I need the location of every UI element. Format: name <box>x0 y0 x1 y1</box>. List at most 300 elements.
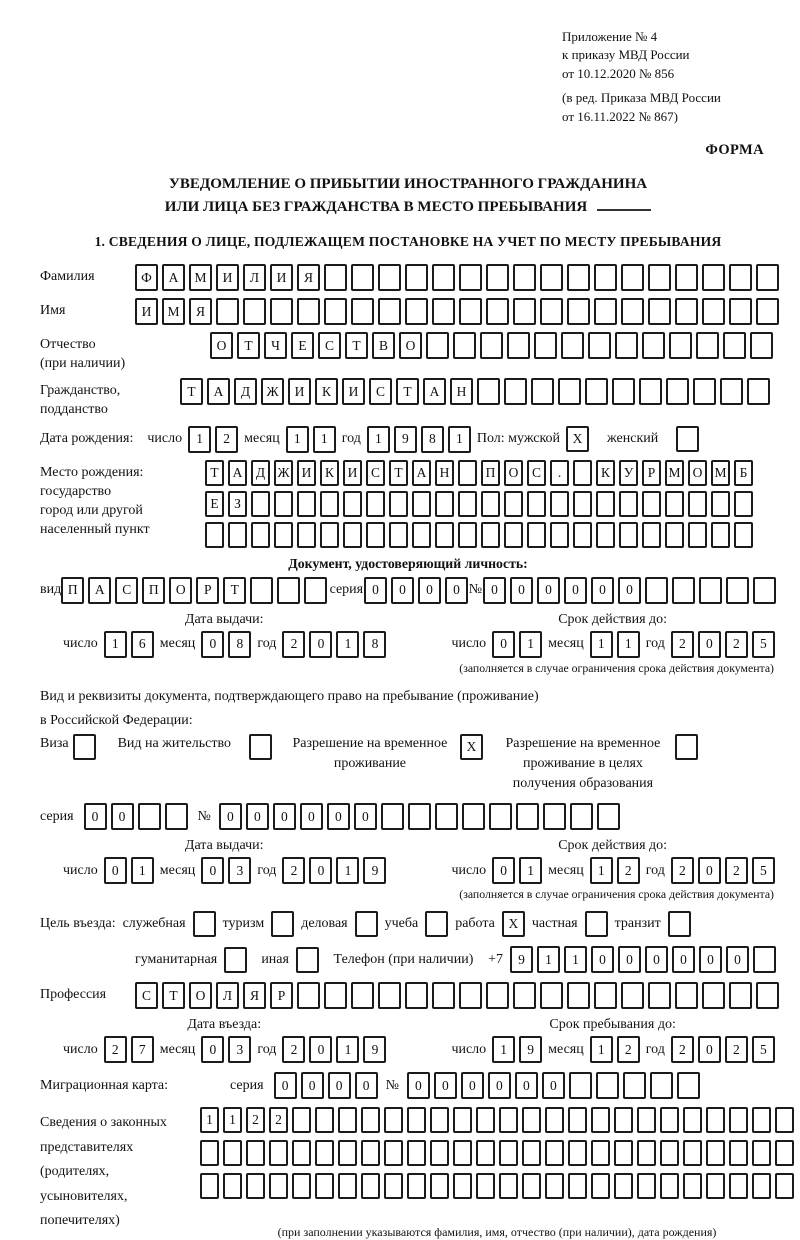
char-cell: 0 <box>645 946 668 973</box>
purpose-tranzit-checkbox <box>668 911 691 937</box>
char-cell <box>696 332 719 359</box>
char-cell <box>513 298 536 325</box>
char-cell: М <box>162 298 185 325</box>
visa-label: Виза <box>40 736 69 752</box>
char-cell <box>432 298 455 325</box>
day-label: число <box>147 431 183 447</box>
char-cell <box>675 982 698 1009</box>
char-cell <box>594 982 617 1009</box>
char-cell <box>338 1173 357 1199</box>
doc-nomer-cells <box>483 577 776 604</box>
purpose-gumanitarnaya-checkbox <box>224 947 247 973</box>
char-cell <box>481 491 500 517</box>
char-cell <box>734 491 753 517</box>
char-cell: М <box>665 460 684 486</box>
char-cell: 0 <box>309 631 332 658</box>
month-label: месяц <box>159 636 196 652</box>
char-cell <box>597 803 620 830</box>
title-blank-line <box>597 197 651 211</box>
char-cell <box>324 264 347 291</box>
char-cell: 2 <box>269 1107 288 1133</box>
char-cell <box>619 522 638 548</box>
char-cell: И <box>343 460 362 486</box>
char-cell: А <box>162 264 185 291</box>
char-cell: 1 <box>519 631 542 658</box>
char-cell: 1 <box>131 857 154 884</box>
char-cell: 8 <box>363 631 386 658</box>
char-cell: Т <box>389 460 408 486</box>
char-cell <box>729 982 752 1009</box>
char-cell <box>489 803 512 830</box>
char-cell <box>480 332 503 359</box>
char-cell <box>361 1107 380 1133</box>
entry-date-group <box>62 1017 386 1063</box>
char-cell: П <box>142 577 165 604</box>
char-cell <box>573 460 592 486</box>
char-cell: 1 <box>336 631 359 658</box>
char-cell <box>228 522 247 548</box>
citizenship-row <box>40 378 776 420</box>
phone-label: Телефон (при наличии) <box>333 951 474 967</box>
purpose-ucheba-checkbox <box>425 911 448 937</box>
char-cell: И <box>270 264 293 291</box>
char-cell: 2 <box>215 426 238 453</box>
char-cell: 0 <box>483 577 506 604</box>
char-cell <box>665 491 684 517</box>
birth-year-cells <box>367 426 471 453</box>
char-cell <box>753 577 776 604</box>
char-cell <box>315 1140 334 1166</box>
char-cell: 1 <box>223 1107 242 1133</box>
char-cell: 0 <box>418 577 441 604</box>
char-cell: 0 <box>434 1072 457 1099</box>
char-cell: 1 <box>448 426 471 453</box>
char-cell <box>711 491 730 517</box>
char-cell <box>274 491 293 517</box>
char-cell: 2 <box>617 857 640 884</box>
char-cell <box>569 1072 592 1099</box>
representatives-cells-row1 <box>200 1107 794 1133</box>
char-cell <box>499 1140 518 1166</box>
char-cell: 2 <box>246 1107 265 1133</box>
char-cell <box>693 378 716 405</box>
identity-doc-heading: Документ, удостоверяющий личность: <box>288 555 528 571</box>
day-label: число <box>451 636 487 652</box>
purpose-inaya-checkbox <box>296 947 319 973</box>
char-cell <box>405 982 428 1009</box>
char-cell <box>304 577 327 604</box>
char-cell: 1 <box>367 426 390 453</box>
char-cell <box>540 264 563 291</box>
char-cell <box>666 378 689 405</box>
char-cell <box>612 378 635 405</box>
char-cell <box>297 298 320 325</box>
entry-dates <box>40 1017 776 1063</box>
char-cell <box>775 1173 794 1199</box>
char-cell <box>292 1173 311 1199</box>
char-cell: 1 <box>617 631 640 658</box>
month-label: месяц <box>159 1041 196 1057</box>
char-cell <box>251 522 270 548</box>
char-cell <box>462 803 485 830</box>
char-cell <box>558 378 581 405</box>
char-cell <box>378 298 401 325</box>
char-cell <box>269 1140 288 1166</box>
issue-month-cells <box>201 631 251 658</box>
char-cell: 0 <box>492 857 515 884</box>
char-cell: А <box>423 378 446 405</box>
char-cell: Н <box>450 378 473 405</box>
entry-month-cells <box>201 1036 251 1063</box>
char-cell <box>435 522 454 548</box>
birth-date-label: Дата рождения: <box>40 431 134 447</box>
res-issue-month-cells <box>201 857 251 884</box>
char-cell <box>243 298 266 325</box>
char-cell <box>297 491 316 517</box>
char-cell <box>677 1072 700 1099</box>
visa-checkbox <box>73 734 96 760</box>
char-cell <box>407 1140 426 1166</box>
char-cell: 2 <box>282 631 305 658</box>
representatives-label: Сведения о законных представителях (родителях, усыновителях, попечителях) <box>40 1115 167 1229</box>
char-cell <box>477 378 500 405</box>
birth-day-cells <box>188 426 238 453</box>
char-cell <box>621 264 644 291</box>
purpose-sluzhebnaya-checkbox <box>193 911 216 937</box>
day-label: число <box>63 636 98 652</box>
char-cell <box>200 1173 219 1199</box>
valid-date-heading: Срок действия до: <box>558 838 668 854</box>
char-cell <box>615 332 638 359</box>
char-cell: О <box>210 332 233 359</box>
char-cell <box>408 803 431 830</box>
char-cell <box>459 264 482 291</box>
char-cell: 0 <box>699 946 722 973</box>
purpose-item-label: деловая <box>301 916 348 932</box>
char-cell: 9 <box>363 1036 386 1063</box>
entry-day-cells <box>104 1036 154 1063</box>
char-cell: 0 <box>301 1072 324 1099</box>
issue-date-heading: Дата выдачи: <box>184 838 264 854</box>
char-cell <box>458 522 477 548</box>
char-cell <box>513 264 536 291</box>
char-cell: Т <box>396 378 419 405</box>
char-cell <box>527 491 546 517</box>
char-cell <box>453 1107 472 1133</box>
char-cell <box>614 1140 633 1166</box>
char-cell <box>430 1140 449 1166</box>
doc-nomer-label: № <box>468 582 483 598</box>
char-cell <box>381 803 404 830</box>
char-cell: Л <box>243 264 266 291</box>
char-cell <box>591 1140 610 1166</box>
char-cell <box>200 1140 219 1166</box>
valid-date-heading: Срок действия до: <box>558 611 668 627</box>
char-cell <box>573 522 592 548</box>
char-cell <box>702 982 725 1009</box>
month-label: месяц <box>548 862 584 878</box>
char-cell <box>432 982 455 1009</box>
char-cell <box>702 298 725 325</box>
char-cell <box>660 1107 679 1133</box>
representatives-row <box>40 1107 776 1240</box>
char-cell: И <box>297 460 316 486</box>
char-cell <box>458 460 477 486</box>
gender-label: Пол: мужской <box>476 431 561 447</box>
char-cell <box>476 1140 495 1166</box>
profession-label: Профессия <box>40 987 107 1003</box>
temp-residence-checkbox: X <box>460 734 483 760</box>
char-cell <box>660 1140 679 1166</box>
char-cell: 0 <box>391 577 414 604</box>
purpose-item-label: иная <box>261 951 289 967</box>
stay-day-cells <box>492 1036 542 1063</box>
char-cell <box>430 1173 449 1199</box>
char-cell: 2 <box>671 1036 694 1063</box>
char-cell <box>522 1173 541 1199</box>
char-cell: Т <box>205 460 224 486</box>
char-cell <box>688 522 707 548</box>
purpose-item-label: туризм <box>222 916 265 932</box>
char-cell: 0 <box>407 1072 430 1099</box>
char-cell: 6 <box>131 631 154 658</box>
char-cell <box>165 803 188 830</box>
char-cell <box>567 298 590 325</box>
month-label: месяц <box>244 431 280 447</box>
surname-row <box>40 264 776 291</box>
month-label: месяц <box>159 862 196 878</box>
char-cell: С <box>366 460 385 486</box>
char-cell <box>545 1107 564 1133</box>
char-cell <box>591 1173 610 1199</box>
char-cell <box>458 491 477 517</box>
char-cell <box>752 1140 771 1166</box>
res-issue-day-cells <box>104 857 154 884</box>
char-cell <box>453 1140 472 1166</box>
char-cell: 1 <box>313 426 336 453</box>
char-cell <box>550 491 569 517</box>
char-cell <box>734 522 753 548</box>
temp-residence-edu-label: Разрешение на временное проживание в целях получения образования <box>505 736 661 791</box>
char-cell: Л <box>216 982 239 1009</box>
char-cell <box>250 577 273 604</box>
char-cell <box>274 522 293 548</box>
char-cell <box>637 1107 656 1133</box>
char-cell <box>645 577 668 604</box>
char-cell <box>343 491 362 517</box>
char-cell: 9 <box>394 426 417 453</box>
entry-date-heading: Дата въезда: <box>187 1017 262 1033</box>
char-cell: 1 <box>104 631 127 658</box>
char-cell: Р <box>270 982 293 1009</box>
char-cell: 1 <box>537 946 560 973</box>
appendix-line: Приложение № 4 <box>562 29 658 44</box>
char-cell: 0 <box>354 803 377 830</box>
char-cell <box>486 298 509 325</box>
char-cell <box>637 1140 656 1166</box>
char-cell <box>351 264 374 291</box>
char-cell <box>486 982 509 1009</box>
birth-place-label: Место рождения: государство город или другой населенный пункт <box>40 464 150 537</box>
char-cell: . <box>550 460 569 486</box>
char-cell: 0 <box>309 857 332 884</box>
char-cell: Ж <box>274 460 293 486</box>
char-cell <box>637 1173 656 1199</box>
char-cell <box>660 1173 679 1199</box>
surname-cells <box>135 264 779 291</box>
char-cell: М <box>711 460 730 486</box>
char-cell <box>642 522 661 548</box>
mc-nomer-label: № <box>385 1077 399 1093</box>
char-cell <box>775 1107 794 1133</box>
char-cell <box>585 378 608 405</box>
visit-purpose-row <box>40 911 776 937</box>
res-valid-year-cells <box>671 857 775 884</box>
char-cell <box>729 264 752 291</box>
given-name-cells <box>135 298 779 325</box>
residence-permit-checkbox <box>249 734 272 760</box>
char-cell: Ж <box>261 378 284 405</box>
purpose-item-label: частная <box>531 916 578 932</box>
char-cell: Я <box>243 982 266 1009</box>
char-cell <box>729 1140 748 1166</box>
purpose-item-label: учеба <box>384 916 419 932</box>
form-title-line2: ИЛИ ЛИЦА БЕЗ ГРАЖДАНСТВА В МЕСТО ПРЕБЫВАНИЯ <box>40 196 776 219</box>
char-cell <box>270 298 293 325</box>
char-cell <box>711 522 730 548</box>
char-cell: 1 <box>590 631 613 658</box>
char-cell: 3 <box>228 1036 251 1063</box>
char-cell <box>642 491 661 517</box>
char-cell <box>747 378 770 405</box>
char-cell <box>614 1173 633 1199</box>
document-requisites <box>562 28 776 126</box>
res-valid-month-cells <box>590 857 640 884</box>
char-cell: А <box>88 577 111 604</box>
char-cell <box>669 332 692 359</box>
char-cell: 1 <box>564 946 587 973</box>
given-name-label: Имя <box>40 303 66 319</box>
char-cell <box>476 1173 495 1199</box>
year-label: год <box>645 636 665 652</box>
profession-cells <box>135 982 779 1009</box>
citizenship-label: Гражданство, подданство <box>40 383 121 417</box>
char-cell <box>720 378 743 405</box>
temp-residence-label: Разрешение на временное проживание <box>292 736 448 772</box>
doc-seriya-cells <box>364 577 468 604</box>
form-title <box>40 173 776 218</box>
char-cell <box>389 491 408 517</box>
char-cell <box>315 1173 334 1199</box>
char-cell <box>405 298 428 325</box>
mc-seriya-cells <box>274 1072 378 1099</box>
char-cell: 0 <box>515 1072 538 1099</box>
char-cell <box>324 298 347 325</box>
char-cell: 1 <box>590 1036 613 1063</box>
char-cell: 0 <box>111 803 134 830</box>
char-cell: 9 <box>510 946 533 973</box>
char-cell <box>366 491 385 517</box>
gender-male-checkbox: X <box>566 426 589 452</box>
month-label: месяц <box>548 1041 584 1057</box>
char-cell: О <box>169 577 192 604</box>
issue-date-heading: Дата выдачи: <box>184 611 264 627</box>
char-cell <box>683 1173 702 1199</box>
issue-day-cells <box>104 631 154 658</box>
char-cell <box>384 1140 403 1166</box>
day-label: число <box>63 1041 98 1057</box>
char-cell: Н <box>435 460 454 486</box>
res-valid-date-group <box>450 838 774 884</box>
surname-label: Фамилия <box>40 269 95 285</box>
appendix-line: от 10.12.2020 № 856 <box>562 65 675 81</box>
char-cell <box>567 982 590 1009</box>
year-label: год <box>341 431 361 447</box>
char-cell: 5 <box>752 631 775 658</box>
residence-doc-types-row <box>40 734 776 793</box>
char-cell <box>246 1173 265 1199</box>
char-cell <box>756 982 779 1009</box>
birth-month-cells <box>286 426 336 453</box>
char-cell <box>292 1107 311 1133</box>
char-cell: 0 <box>618 577 641 604</box>
purpose-delovaya-checkbox <box>355 911 378 937</box>
char-cell <box>205 522 224 548</box>
char-cell: 0 <box>309 1036 332 1063</box>
char-cell <box>573 491 592 517</box>
char-cell <box>726 577 749 604</box>
char-cell: 2 <box>725 1036 748 1063</box>
char-cell <box>507 332 530 359</box>
char-cell: Т <box>180 378 203 405</box>
char-cell <box>729 1107 748 1133</box>
char-cell: А <box>207 378 230 405</box>
amendment-line: от 16.11.2022 № 867) <box>562 108 679 124</box>
char-cell: 0 <box>726 946 749 973</box>
char-cell <box>486 264 509 291</box>
char-cell <box>540 982 563 1009</box>
char-cell <box>351 298 374 325</box>
char-cell <box>412 522 431 548</box>
char-cell: Р <box>196 577 219 604</box>
mc-seriya-label: серия <box>230 1077 264 1093</box>
char-cell <box>412 491 431 517</box>
char-cell: З <box>228 491 247 517</box>
stay-year-cells <box>671 1036 775 1063</box>
birth-place-cells-row2 <box>205 491 753 517</box>
char-cell: 0 <box>364 577 387 604</box>
char-cell: Ч <box>264 332 287 359</box>
char-cell: Е <box>291 332 314 359</box>
char-cell <box>550 522 569 548</box>
char-cell: 2 <box>617 1036 640 1063</box>
char-cell <box>504 522 523 548</box>
residence-permit-label: Вид на жительство <box>117 736 231 752</box>
char-cell: 0 <box>274 1072 297 1099</box>
birth-place-cells-row3 <box>205 522 753 548</box>
char-cell <box>596 1072 619 1099</box>
char-cell <box>378 982 401 1009</box>
char-cell <box>499 1173 518 1199</box>
char-cell: 0 <box>698 1036 721 1063</box>
char-cell: И <box>342 378 365 405</box>
purpose-turizm-checkbox <box>271 911 294 937</box>
migration-card-label: Миграционная карта: <box>40 1077 169 1093</box>
char-cell <box>570 803 593 830</box>
char-cell <box>251 491 270 517</box>
forma-label: ФОРМА <box>705 142 764 159</box>
char-cell: 0 <box>300 803 323 830</box>
